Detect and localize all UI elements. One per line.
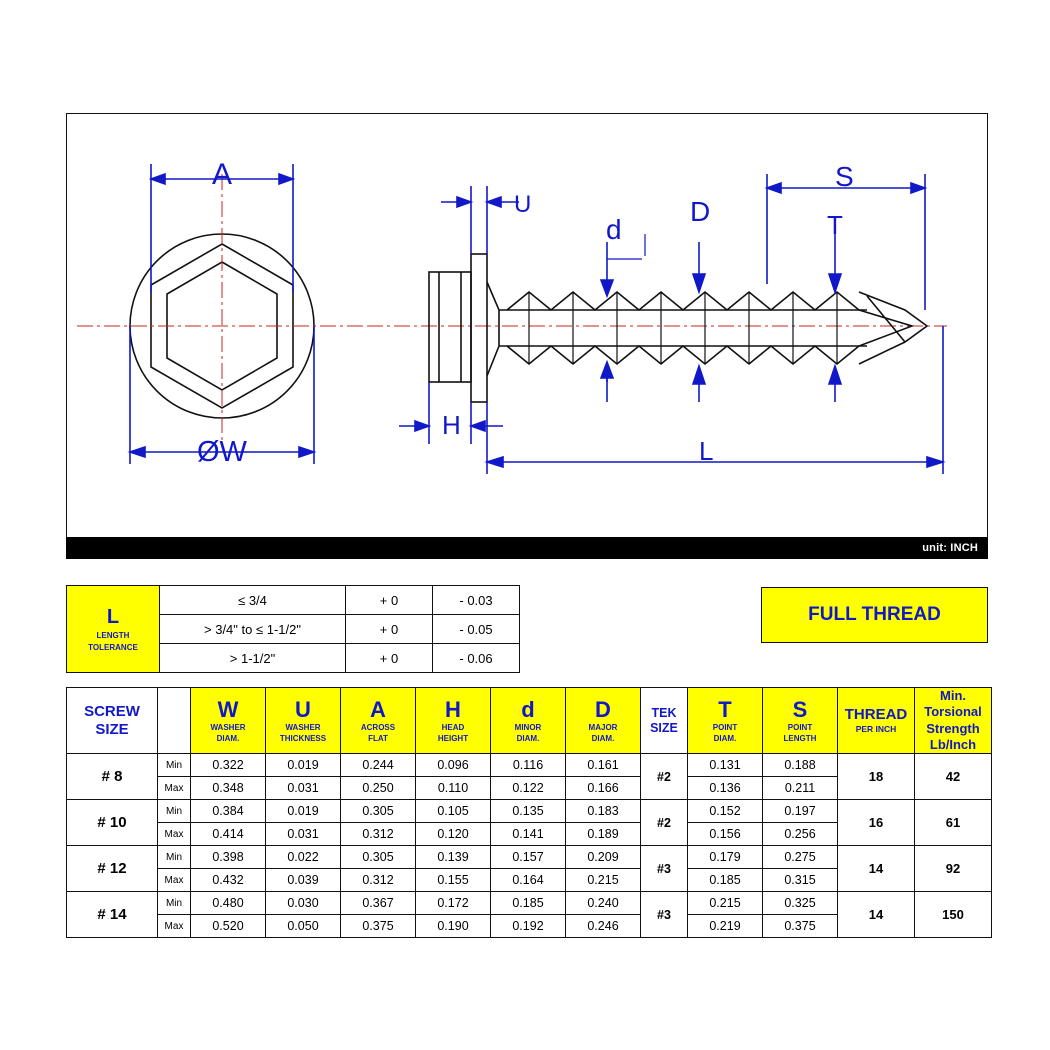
row-minmax-label: Max (158, 915, 191, 938)
dim-label-A: A (212, 158, 233, 191)
header-minmax (158, 688, 191, 754)
cell-A-min: 0.367 (341, 892, 416, 915)
row-minmax-label: Max (158, 869, 191, 892)
cell-A-min: 0.305 (341, 846, 416, 869)
tolerance-title-line1: LENGTH (96, 631, 130, 641)
cell-T-min: 0.152 (688, 800, 763, 823)
cell-S-max: 0.315 (763, 869, 838, 892)
cell-D-max: 0.215 (566, 869, 641, 892)
header-tek-size (641, 688, 688, 754)
header-D (566, 688, 641, 754)
screw-spec-table (66, 687, 992, 938)
table-row (67, 586, 520, 615)
header-d (491, 688, 566, 754)
row-screw-size: # 12 (67, 846, 158, 892)
cell-T-min: 0.215 (688, 892, 763, 915)
cell-H-min: 0.105 (416, 800, 491, 823)
cell-T-max: 0.136 (688, 777, 763, 800)
header-W-sub2: DIAM. (216, 734, 240, 744)
header-U-sub2: THICKNESS (279, 734, 327, 744)
cell-H-max: 0.190 (416, 915, 491, 938)
cell-torsional: 42 (915, 754, 992, 800)
header-screw-size (67, 688, 158, 754)
cell-S-min: 0.188 (763, 754, 838, 777)
header-S-sub1: POINT (787, 722, 813, 732)
cell-d-max: 0.164 (491, 869, 566, 892)
full-thread-badge (761, 587, 988, 643)
cell-A-min: 0.305 (341, 800, 416, 823)
cell-d-max: 0.141 (491, 823, 566, 846)
header-thread-big: THREAD (844, 705, 908, 723)
cell-W-max: 0.520 (191, 915, 266, 938)
header-S-letter: S (792, 696, 808, 722)
technical-drawing-panel (66, 113, 988, 558)
header-T (688, 688, 763, 754)
header-d-sub1: MINOR (514, 722, 542, 732)
cell-W-min: 0.322 (191, 754, 266, 777)
tolerance-title-line2: TOLERANCE (88, 642, 138, 652)
cell-tek-size: #2 (641, 754, 688, 800)
cell-d-max: 0.122 (491, 777, 566, 800)
cell-D-max: 0.246 (566, 915, 641, 938)
cell-torsional: 92 (915, 846, 992, 892)
cell-D-max: 0.166 (566, 777, 641, 800)
row-minmax-label: Min (158, 754, 191, 777)
cell-U-max: 0.031 (266, 823, 341, 846)
cell-d-min: 0.157 (491, 846, 566, 869)
row-screw-size: # 8 (67, 754, 158, 800)
cell-T-min: 0.131 (688, 754, 763, 777)
header-D-sub2: DIAM. (591, 734, 615, 744)
cell-A-min: 0.244 (341, 754, 416, 777)
cell-D-min: 0.209 (566, 846, 641, 869)
cell-S-min: 0.275 (763, 846, 838, 869)
cell-D-min: 0.183 (566, 800, 641, 823)
dim-label-OW: ØW (197, 436, 247, 468)
header-tors-line1: Min. (940, 688, 966, 703)
tolerance-plus: + 0 (346, 586, 433, 615)
tolerance-range: > 1-1/2" (160, 644, 346, 673)
dim-label-H: H (442, 410, 461, 440)
header-A (341, 688, 416, 754)
header-screw-size-line2: SIZE (95, 720, 129, 738)
header-screw-size-line1: SCREW (84, 702, 140, 720)
cell-thread: 14 (838, 846, 915, 892)
cell-torsional: 150 (915, 892, 992, 938)
tolerance-title-cell (67, 586, 160, 673)
dim-label-U: U (514, 191, 532, 218)
header-T-sub1: POINT (712, 722, 738, 732)
cell-d-min: 0.116 (491, 754, 566, 777)
cell-H-min: 0.139 (416, 846, 491, 869)
cell-d-max: 0.192 (491, 915, 566, 938)
header-thread (838, 688, 915, 754)
row-minmax-label: Min (158, 800, 191, 823)
tolerance-minus: - 0.03 (433, 586, 520, 615)
table-row (67, 754, 992, 777)
dim-label-d: d (606, 214, 622, 245)
header-tors-line2: Torsional (924, 704, 982, 720)
row-screw-size: # 10 (67, 800, 158, 846)
cell-W-min: 0.480 (191, 892, 266, 915)
table-row (67, 892, 992, 915)
cell-D-max: 0.189 (566, 823, 641, 846)
table-row (67, 800, 992, 823)
cell-H-max: 0.155 (416, 869, 491, 892)
cell-thread: 16 (838, 800, 915, 846)
cell-W-min: 0.398 (191, 846, 266, 869)
full-thread-label: FULL THREAD (808, 604, 941, 625)
header-thread-sub: PER INCH (855, 724, 897, 735)
cell-T-min: 0.179 (688, 846, 763, 869)
cell-W-max: 0.432 (191, 869, 266, 892)
header-W-sub1: WASHER (210, 722, 246, 732)
header-torsional (915, 688, 992, 754)
header-tors-line4: Lb/Inch (929, 736, 977, 752)
cell-A-max: 0.312 (341, 869, 416, 892)
cell-A-max: 0.312 (341, 823, 416, 846)
cell-D-min: 0.240 (566, 892, 641, 915)
header-tek-line2: SIZE (650, 720, 678, 735)
cell-S-min: 0.325 (763, 892, 838, 915)
cell-H-max: 0.110 (416, 777, 491, 800)
cell-T-max: 0.185 (688, 869, 763, 892)
cell-thread: 14 (838, 892, 915, 938)
length-tolerance-table (66, 585, 520, 673)
cell-W-max: 0.348 (191, 777, 266, 800)
header-W-letter: W (217, 696, 239, 722)
cell-U-min: 0.022 (266, 846, 341, 869)
header-H-letter: H (445, 696, 461, 722)
cell-U-min: 0.030 (266, 892, 341, 915)
header-W (191, 688, 266, 754)
header-d-sub2: DIAM. (516, 734, 540, 744)
cell-S-max: 0.211 (763, 777, 838, 800)
header-A-sub1: ACROSS (360, 722, 396, 732)
tolerance-plus: + 0 (346, 644, 433, 673)
cell-U-max: 0.050 (266, 915, 341, 938)
cell-S-max: 0.375 (763, 915, 838, 938)
header-tek-line1: TEK (651, 706, 677, 721)
row-minmax-label: Min (158, 846, 191, 869)
tolerance-minus: - 0.05 (433, 615, 520, 644)
tolerance-range: > 3/4" to ≤ 1-1/2" (160, 615, 346, 644)
row-screw-size: # 14 (67, 892, 158, 938)
cell-U-min: 0.019 (266, 800, 341, 823)
row-minmax-label: Min (158, 892, 191, 915)
cell-H-min: 0.096 (416, 754, 491, 777)
cell-U-max: 0.039 (266, 869, 341, 892)
cell-tek-size: #2 (641, 800, 688, 846)
dim-label-S: S (835, 161, 854, 192)
dim-label-T: T (827, 210, 843, 240)
header-H-sub1: HEAD (441, 722, 465, 732)
tolerance-minus: - 0.06 (433, 644, 520, 673)
cell-W-min: 0.384 (191, 800, 266, 823)
cell-H-min: 0.172 (416, 892, 491, 915)
header-T-letter: T (718, 696, 732, 722)
unit-label: unit: INCH (922, 542, 978, 554)
cell-U-min: 0.019 (266, 754, 341, 777)
cell-tek-size: #3 (641, 892, 688, 938)
dim-label-D: D (690, 196, 711, 227)
row-minmax-label: Max (158, 777, 191, 800)
cell-W-max: 0.414 (191, 823, 266, 846)
cell-A-max: 0.250 (341, 777, 416, 800)
cell-S-min: 0.197 (763, 800, 838, 823)
dim-label-L: L (699, 436, 714, 466)
tolerance-title-letter: L (106, 606, 120, 629)
header-S (763, 688, 838, 754)
header-D-sub1: MAJOR (588, 722, 618, 732)
cell-d-min: 0.185 (491, 892, 566, 915)
header-T-sub2: DIAM. (713, 734, 737, 744)
cell-S-max: 0.256 (763, 823, 838, 846)
header-A-sub2: FLAT (368, 734, 388, 744)
cell-thread: 18 (838, 754, 915, 800)
cell-A-max: 0.375 (341, 915, 416, 938)
cell-H-max: 0.120 (416, 823, 491, 846)
cell-T-max: 0.156 (688, 823, 763, 846)
cell-tek-size: #3 (641, 846, 688, 892)
cell-d-min: 0.135 (491, 800, 566, 823)
header-U (266, 688, 341, 754)
unit-bar (66, 537, 988, 559)
header-A-letter: A (370, 696, 386, 722)
cell-T-max: 0.219 (688, 915, 763, 938)
header-d-letter: d (521, 696, 535, 722)
header-H-sub2: HEIGHT (437, 734, 469, 744)
header-H (416, 688, 491, 754)
header-tors-line3: Strength (926, 720, 980, 736)
header-S-sub2: LENGTH (783, 734, 817, 744)
header-U-sub1: WASHER (285, 722, 321, 732)
tolerance-plus: + 0 (346, 615, 433, 644)
table-row (67, 846, 992, 869)
cell-D-min: 0.161 (566, 754, 641, 777)
cell-torsional: 61 (915, 800, 992, 846)
cell-U-max: 0.031 (266, 777, 341, 800)
row-minmax-label: Max (158, 823, 191, 846)
header-D-letter: D (595, 696, 611, 722)
header-U-letter: U (295, 696, 311, 722)
tolerance-range: ≤ 3/4 (160, 586, 346, 615)
